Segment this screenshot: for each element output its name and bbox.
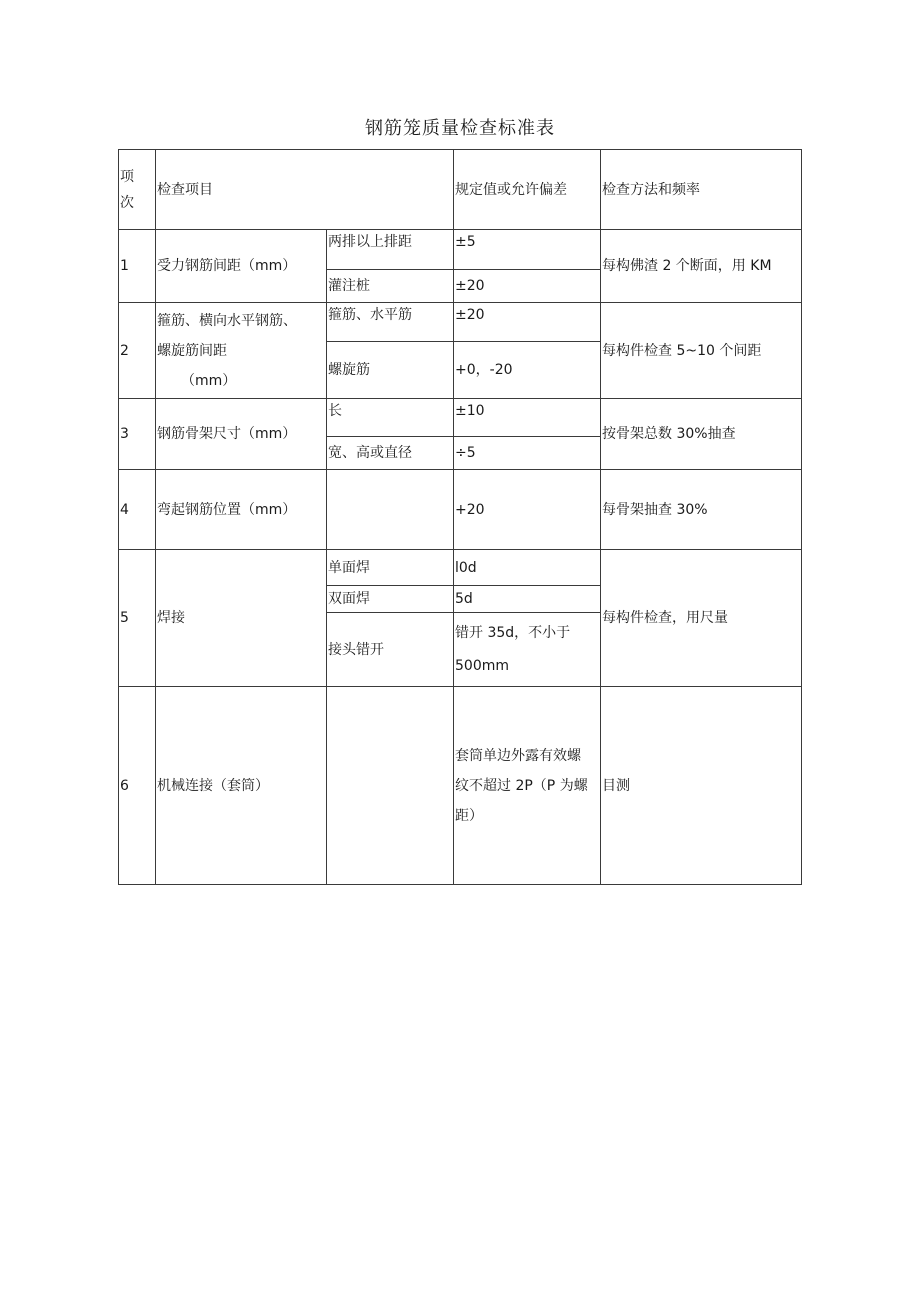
table-row	[119, 230, 802, 270]
row-index: 6	[119, 687, 156, 885]
header-method: 检查方法和频率	[601, 150, 802, 230]
table-row	[119, 550, 802, 586]
check-method: 每构佛渣 2 个断面，用 KM	[601, 230, 802, 303]
check-method: 每构件检查 5~10 个间距	[601, 303, 802, 399]
row-index: 1	[119, 230, 156, 303]
header-tolerance: 规定值或允许偏差	[454, 150, 601, 230]
tolerance-value: ±20	[454, 303, 601, 342]
row-item: 弯起钢筋位置（mm）	[156, 470, 327, 550]
row-index: 5	[119, 550, 156, 687]
table-row	[119, 687, 802, 885]
tolerance-value: +0，-20	[454, 342, 601, 399]
row-item: 钢筋骨架尺寸（mm）	[156, 399, 327, 470]
tolerance-value: 错开 35d，不小于 500mm	[454, 613, 601, 687]
sub-item: 双面焊	[327, 586, 454, 613]
check-method: 每骨架抽查 30%	[601, 470, 802, 550]
sub-item	[327, 470, 454, 550]
row-item: 箍筋、横向水平钢筋、 螺旋筋间距 （mm）	[156, 303, 327, 399]
row-item: 机械连接（套筒）	[156, 687, 327, 885]
sub-item: 长	[327, 399, 454, 437]
sub-item: 两排以上排距	[327, 230, 454, 270]
sub-item: 单面焊	[327, 550, 454, 586]
tolerance-value: l0d	[454, 550, 601, 586]
header-item: 检查项目	[156, 150, 454, 230]
row-index: 3	[119, 399, 156, 470]
tolerance-value: 5d	[454, 586, 601, 613]
check-method: 每构件检查，用尺量	[601, 550, 802, 687]
sub-item: 宽、高或直径	[327, 437, 454, 470]
row-item: 焊接	[156, 550, 327, 687]
tolerance-value: +20	[454, 470, 601, 550]
sub-item: 箍筋、水平筋	[327, 303, 454, 342]
sub-item	[327, 687, 454, 885]
table-row	[119, 470, 802, 550]
tolerance-value: ±20	[454, 270, 601, 303]
row-item: 受力钢筋间距（mm）	[156, 230, 327, 303]
header-index: 项 次	[119, 150, 156, 230]
row-index: 2	[119, 303, 156, 399]
check-method: 目测	[601, 687, 802, 885]
tolerance-value: ÷5	[454, 437, 601, 470]
tolerance-value: 套筒单边外露有效螺 纹不超过 2P（P 为螺 距）	[454, 687, 601, 885]
row-index: 4	[119, 470, 156, 550]
tolerance-value: ±10	[454, 399, 601, 437]
sub-item: 灌注桩	[327, 270, 454, 303]
table-row	[119, 399, 802, 437]
sub-item: 接头错开	[327, 613, 454, 687]
table-row	[119, 303, 802, 342]
header-row	[119, 150, 802, 230]
check-method: 按骨架总数 30%抽查	[601, 399, 802, 470]
inspection-standard-table	[118, 149, 802, 885]
tolerance-value: ±5	[454, 230, 601, 270]
page-title: 钢筋笼质量检查标准表	[365, 118, 555, 139]
sub-item: 螺旋筋	[327, 342, 454, 399]
